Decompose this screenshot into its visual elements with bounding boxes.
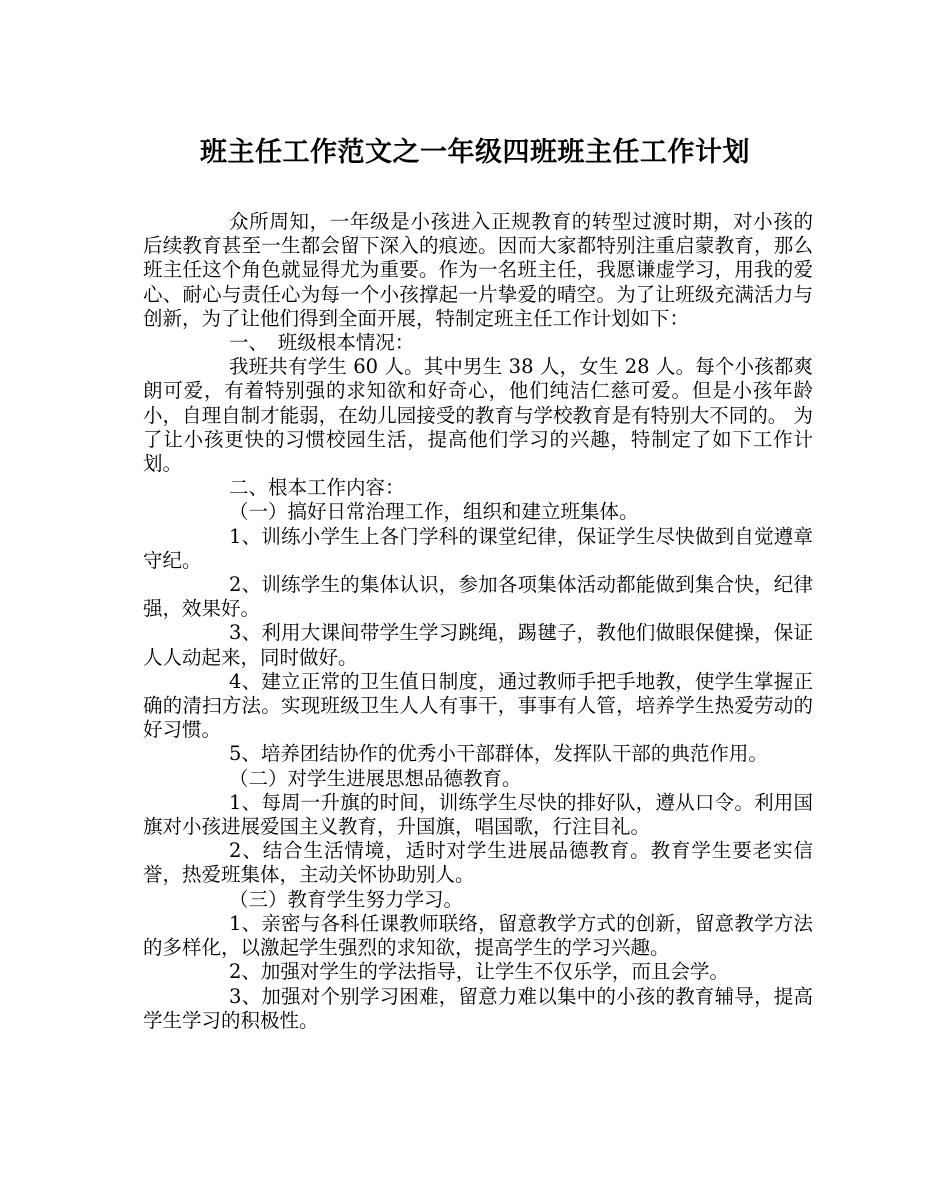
- list-item: 3、利用大课间带学生学习跳绳，踢毽子，教他们做眼保健操，保证人人动起来，同时做好。: [143, 621, 813, 669]
- subheading-study-education: （三）教育学生努力学习。: [229, 887, 464, 911]
- list-item: 1、每周一升旗的时间，训练学生尽快的排好队，遵从口令。利用国旗对小孩进展爱国主义教育，升国旗，唱国歌，行注目礼。: [143, 790, 813, 839]
- paragraph-class-overview: 我班共有学生 60 人。其中男生 38 人，女生 28 人。每个小孩都爽朗可爱，有着特别强的求知欲和好奇心，他们纯洁仁慈可爱。但是小孩年龄小，自理自制才能弱，在幼儿园接受的教育与学校教育是有特别大不同的。 为了让小孩更快的习惯校园生活，提高他们学习的兴趣，特制定了如下工作计划。: [143, 355, 813, 476]
- list-item: 2、训练学生的集体认识，参加各项集体活动都能做到集合快，纪律强，效果好。: [143, 573, 813, 621]
- document-body: [143, 210, 813, 1033]
- list-item: 5、培养团结协作的优秀小干部群体，发挥队干部的典范作用。: [229, 742, 768, 766]
- list-item: 2、加强对学生的学法指导，让学生不仅乐学，而且会学。: [229, 960, 729, 984]
- section-heading-work-content: 二、根本工作内容：: [229, 476, 405, 500]
- list-item: 4、建立正常的卫生值日制度，通过教师手把手地教，使学生掌握正确的清扫方法。实现班级卫生人人有事干，事事有人管，培养学生热爱劳动的好习惯。: [143, 669, 813, 742]
- document-title: 班主任工作范文之一年级四班班主任工作计划: [200, 137, 750, 168]
- list-item: 2、结合生活情境，适时对学生进展品德教育。教育学生要老实信誉，热爱班集体，主动关怀协助别人。: [143, 839, 813, 887]
- list-item: 1、训练小学生上各门学科的课堂纪律，保证学生尽快做到自觉遵章守纪。: [143, 524, 813, 572]
- subheading-daily-management: （一）搞好日常治理工作，组织和建立班集体。: [229, 500, 639, 524]
- paragraph-intro: 众所周知，一年级是小孩进入正规教育的转型过渡时期，对小孩的后续教育甚至一生都会留下深入的痕迹。因而大家都特别注重启蒙教育，那么班主任这个角色就显得尤为重要。作为一名班主任，我愿谦虚学习，用我的爱心、耐心与责任心为每一个小孩撑起一片挚爱的晴空。为了让班级充满活力与创新，为了让他们得到全面开展，特制定班主任工作计划如下：: [143, 210, 813, 330]
- list-item: 1、亲密与各科任课教师联络，留意教学方式的创新，留意教学方法的多样化，以激起学生强烈的求知欲，提高学生的学习兴趣。: [143, 911, 813, 960]
- list-item: 3、加强对个别学习困难，留意力难以集中的小孩的教育辅导，提高学生学习的积极性。: [143, 984, 813, 1032]
- subheading-moral-education: （二）对学生进展思想品德教育。: [229, 766, 522, 790]
- section-heading-class-overview: 一、 班级根本情况：: [229, 331, 415, 355]
